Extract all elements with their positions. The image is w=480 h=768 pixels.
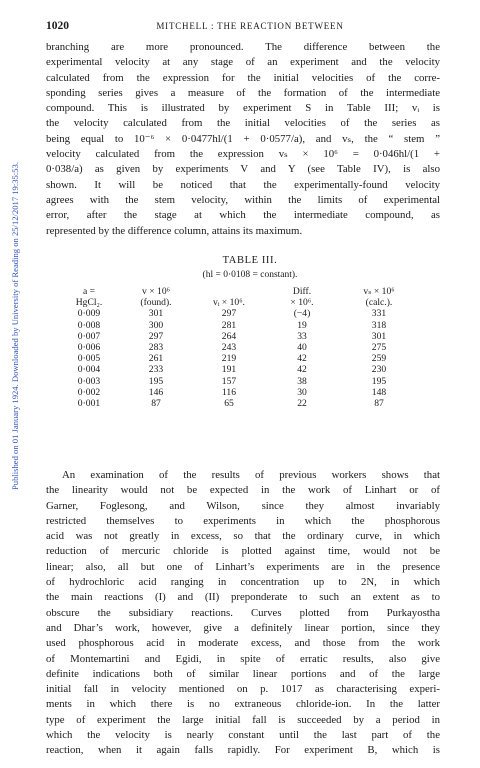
cell-vs-calc: 195 <box>371 375 387 387</box>
text-line: being equal to 10⁻⁶ × 0·0477hl/(1 + 0·0577/a), and vₛ, the “ stem ” <box>46 132 440 145</box>
text-line: compound. This is illustrated by experiment S in Table III; vᵢ is <box>46 102 440 115</box>
paragraph-2 <box>46 468 440 759</box>
cell-v-found: 261 <box>148 353 164 365</box>
cell-a: 0·002 <box>77 386 101 398</box>
paragraph-1 <box>46 40 440 239</box>
text-line: velocity calculated from the expression vₛ × 10⁶ = 0·046hl/(1 + <box>46 148 440 161</box>
table-row <box>60 331 418 342</box>
text-line: obscure the subsidiary reactions. Curves plotted from Purkayostha <box>46 606 440 619</box>
cell-a: 0·003 <box>77 375 101 387</box>
table-row <box>60 398 418 409</box>
table-row <box>60 342 418 353</box>
cell-vs-calc: 87 <box>374 398 384 410</box>
table-title: TABLE III. <box>222 255 278 266</box>
table-header-row <box>60 286 418 308</box>
text-line: Garner, Foglesong, and Wilson, since they almost invariably <box>46 499 440 512</box>
download-notice[interactable]: Published on 01 January 1924. Downloaded by University of Reading on 25/12/2017 19:35:53. <box>10 162 20 490</box>
header-a: a = HgCl₂. <box>75 286 103 309</box>
table-row <box>60 376 418 387</box>
cell-diff: 22 <box>297 398 307 410</box>
cell-v-found: 300 <box>148 319 164 331</box>
cell-vi: 157 <box>221 375 237 387</box>
text-line: which the velocity is nearly constant until the last part of the <box>46 729 440 742</box>
text-line: reaction, when it again falls rapidly. For experiment B, which is <box>46 744 440 757</box>
cell-a: 0·009 <box>77 308 101 320</box>
cell-diff: 42 <box>297 353 307 365</box>
text-line: reduction of mercuric chloride is plotted against time, would not be <box>46 545 440 558</box>
text-line: sponding series gives a measure of the formation of the intermediate <box>46 86 440 99</box>
cell-a: 0·006 <box>77 342 101 354</box>
cell-v-found: 297 <box>148 330 164 342</box>
page-number: 1020 <box>46 20 69 32</box>
cell-a: 0·005 <box>77 353 101 365</box>
cell-v-found: 87 <box>151 398 161 410</box>
cell-a: 0·008 <box>77 319 101 331</box>
cell-a: 0·007 <box>77 330 101 342</box>
text-line: agrees with the stem velocity, within the limits of experimental <box>46 193 440 206</box>
cell-vs-calc: 259 <box>371 353 387 365</box>
text-line: acid was not greatly in excess, so that the ordinary curve, in which <box>46 530 440 543</box>
text-line: 0·038/a) as given by experiments V and Y (see Table IV), is also <box>46 163 440 176</box>
table-row <box>60 320 418 331</box>
cell-diff: 38 <box>297 375 307 387</box>
header-v-found: v × 10⁶ (found). <box>140 286 172 309</box>
header-diff: Diff. × 10⁶. <box>290 286 314 309</box>
text-line: experimental velocity at any stage of an experiment and the velocity <box>46 56 440 69</box>
text-line: the velocity calculated from the initial velocities of the series as <box>46 117 440 130</box>
cell-vi: 297 <box>221 308 237 320</box>
cell-diff: 42 <box>297 364 307 376</box>
table-row <box>60 387 418 398</box>
cell-diff: 40 <box>297 342 307 354</box>
text-line: calculated from the expression for the initial velocities of the corre- <box>46 71 440 84</box>
header-vs-calc: vₛ × 10⁶ (calc.). <box>363 286 395 309</box>
text-line: type of experiment the large initial fall is succeeded by a period in <box>46 713 440 726</box>
header-vi: vᵢ × 10⁶. <box>213 297 245 309</box>
cell-vs-calc: 230 <box>371 364 387 376</box>
table-row <box>60 364 418 375</box>
cell-diff: 33 <box>297 330 307 342</box>
cell-a: 0·001 <box>77 398 101 410</box>
table-row <box>60 308 418 319</box>
cell-vs-calc: 275 <box>371 342 387 354</box>
text-line: represented by the difference column, attains its maximum. <box>46 224 303 237</box>
text-line: of hydrochloric acid ranging in concentration up to 2N, in which <box>46 576 440 589</box>
text-line: the linearity would not be expected in the work of Linhart or of <box>46 484 440 497</box>
text-line: of Montemartini and Egidi, in spite of erratic results, also give <box>46 652 440 665</box>
cell-vi: 243 <box>221 342 237 354</box>
cell-a: 0·004 <box>77 364 101 376</box>
cell-vi: 264 <box>221 330 237 342</box>
cell-diff: 19 <box>297 319 307 331</box>
text-line: shown. It will be noticed that the experimentally-found velocity <box>46 178 440 191</box>
cell-v-found: 301 <box>148 308 164 320</box>
cell-vs-calc: 318 <box>371 319 387 331</box>
cell-vi: 191 <box>221 364 237 376</box>
text-line: used phosphorous acid in moderate excess, and those from the work <box>46 637 440 650</box>
text-line: the main reactions (I) and (II) preponderate to such an extent as to <box>46 591 440 604</box>
cell-v-found: 283 <box>148 342 164 354</box>
text-line: branching are more pronounced. The difference between the <box>46 41 440 53</box>
running-head: MITCHELL : THE REACTION BETWEEN <box>156 21 344 31</box>
cell-vs-calc: 331 <box>371 308 387 320</box>
cell-vs-calc: 148 <box>371 386 387 398</box>
table-row <box>60 353 418 364</box>
cell-v-found: 195 <box>148 375 164 387</box>
text-line: linear; also, all but one of Linhart’s experiments are in the presence <box>46 560 440 573</box>
text-line: definite indications both of similar linear portions and of the large <box>46 667 440 680</box>
table-subtitle: (hl = 0·0108 = constant). <box>202 270 298 280</box>
text-line: and Dhar’s work, however, give a definitely linear portion, since they <box>46 621 440 634</box>
text-line: error, after the stage at which the intermediate compound, as <box>46 209 440 222</box>
cell-diff: (−4) <box>293 308 311 320</box>
data-table <box>60 286 418 409</box>
cell-vi: 281 <box>221 319 237 331</box>
cell-vs-calc: 301 <box>371 330 387 342</box>
cell-v-found: 146 <box>148 386 164 398</box>
text-line: An examination of the results of previous workers shows that <box>62 469 440 481</box>
cell-vi: 219 <box>221 353 237 365</box>
text-line: restricted themselves to experiments in which the phosphorous <box>46 514 440 527</box>
cell-diff: 30 <box>297 386 307 398</box>
text-line: ments in which there is no extraneous chloride-ion. In the latter <box>46 698 440 711</box>
cell-vi: 116 <box>221 386 237 398</box>
cell-vi: 65 <box>224 398 234 410</box>
cell-v-found: 233 <box>148 364 164 376</box>
text-line: initial fall in velocity mentioned on p. 1017 as characterising experi- <box>46 683 440 696</box>
